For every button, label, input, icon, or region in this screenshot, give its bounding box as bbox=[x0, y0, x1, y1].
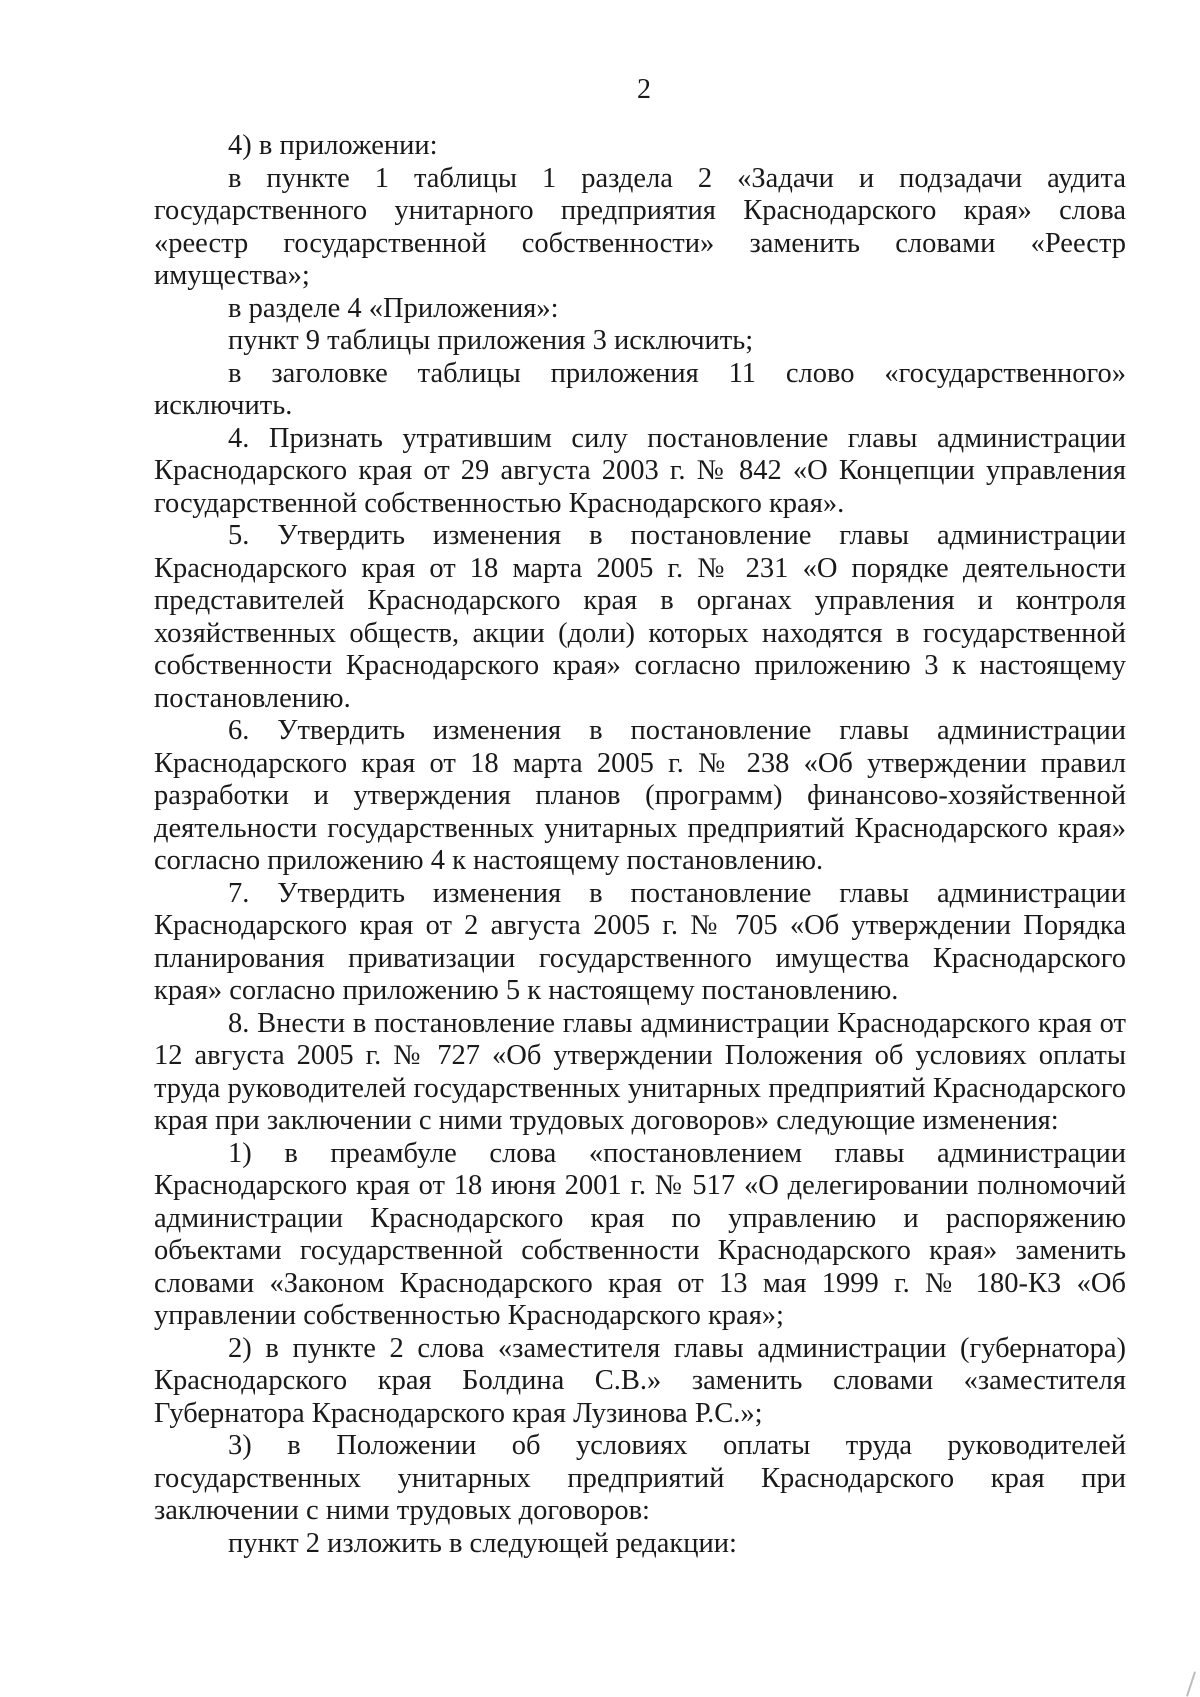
paragraph-5: в заголовке таблицы приложения 11 слово «государственного» исключить. bbox=[154, 357, 1126, 421]
scan-mark bbox=[1186, 1671, 1196, 1696]
paragraph-13: 3) в Положении об условиях оплаты труда руководителей государственных унитарных предприятий Краснодарского края при заключении с ними трудовых договоров: bbox=[154, 1430, 1126, 1526]
paragraph-10: 8. Внести в постановление главы администрации Краснодарского края от 12 августа 2005 г. № 727 «Об утверждении Положения об условиях оплаты труда руководителей государственных унитарных предприятий Краснодарского края при заключении с ними трудовых договоров» следующие изменения: bbox=[154, 1007, 1126, 1136]
paragraph-11: 1) в преамбуле слова «постановлением главы администрации Краснодарского края от 18 июня 2001 г. № 517 «О делегировании полномочий администрации Краснодарского края по управлению и распоряжению объектами государственной собственности Краснодарского края» заменить словами «Законом Краснодарского края от 13 мая 1999 г. № 180-КЗ «Об управлении собственностью Краснодарского края»; bbox=[154, 1137, 1126, 1331]
paragraph-9: 7. Утвердить изменения в постановление главы администрации Краснодарского края от 2 августа 2005 г. № 705 «Об утверждении Порядка планирования приватизации государственного имущества Краснодарского края» согласно приложению 5 к настоящему постановлению. bbox=[154, 877, 1126, 1006]
paragraph-1: 4) в приложении: bbox=[228, 130, 438, 161]
paragraph-3: в разделе 4 «Приложения»: bbox=[228, 292, 559, 324]
paragraph-7: 5. Утвердить изменения в постановление главы администрации Краснодарского края от 18 марта 2005 г. № 231 «О порядке деятельности представителей Краснодарского края в органах управления и контроля хозяйственных обществ, акции (доли) которых находятся в государственной собственности Краснодарского края» согласно приложению 3 к настоящему постановлению. bbox=[154, 520, 1126, 714]
paragraph-4: пункт 9 таблицы приложения 3 исключить; bbox=[228, 325, 754, 356]
paragraph-6: 4. Признать утратившим силу постановление главы администрации Краснодарского края от 29 августа 2003 г. № 842 «О Концепции управления государственной собственностью Краснодарского края». bbox=[154, 422, 1126, 519]
paragraph-8: 6. Утвердить изменения в постановление главы администрации Краснодарского края от 18 марта 2005 г. № 238 «Об утверждении правил разработки и утверждения планов (программ) финансово-хозяйственной деятельности государственных унитарных предприятий Краснодарского края» согласно приложению 4 к настоящему постановлению. bbox=[154, 715, 1126, 876]
paragraph-2: в пункте 1 таблицы 1 раздела 2 «Задачи и подзадачи аудита государственного унитарного предприятия Краснодарского края» слова «реестр государственной собственности» заменить словами «Реестр имущества»; bbox=[154, 162, 1126, 291]
paragraph-14: пункт 2 изложить в следующей редакции: bbox=[228, 1527, 737, 1559]
document-body bbox=[154, 130, 1126, 1560]
page-number: 2 bbox=[637, 74, 651, 105]
paragraph-12: 2) в пункте 2 слова «заместителя главы администрации (губернатора) Краснодарского края Болдина С.В.» заменить словами «заместителя Губернатора Краснодарского края Лузинова Р.С.»; bbox=[154, 1332, 1126, 1429]
